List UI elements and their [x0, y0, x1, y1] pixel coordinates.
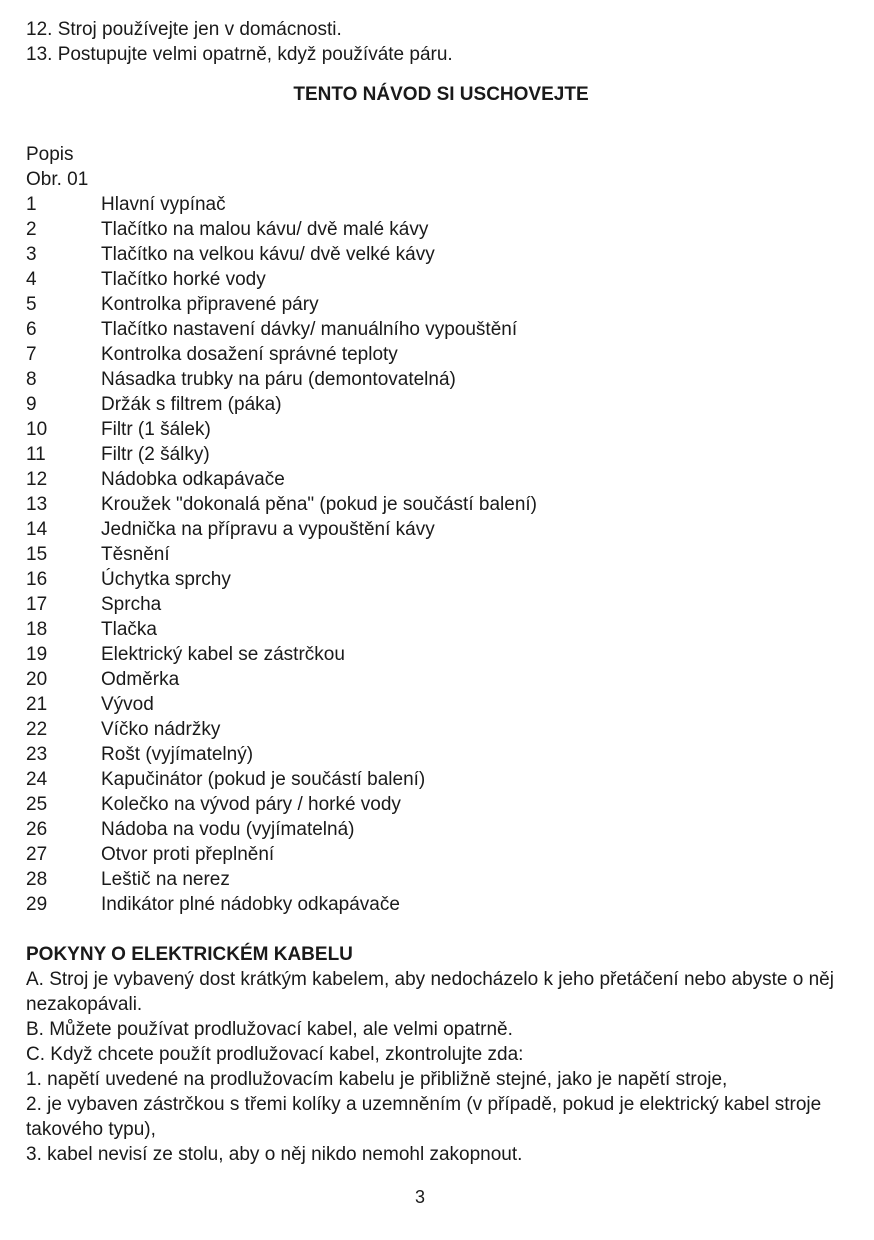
list-item [26, 292, 856, 317]
list-item [26, 867, 856, 892]
part-text: Sprcha [101, 594, 162, 615]
figure-label: Obr. 01 [26, 169, 89, 190]
list-item [26, 767, 856, 792]
cable-paragraph-a: A. Stroj je vybavený dost krátkým kabelem, aby nedocházelo k jeho přetáčení nebo abyste o něj nezakopávali. [26, 969, 834, 1015]
part-number: 20 [26, 669, 48, 690]
list-item [26, 417, 856, 442]
list-item [26, 517, 856, 542]
part-text: Jednička na přípravu a vypouštění kávy [101, 519, 435, 540]
list-item [26, 792, 856, 817]
part-number: 15 [26, 544, 48, 565]
list-item [26, 617, 856, 642]
part-text: Hlavní vypínač [101, 194, 226, 215]
part-number: 12 [26, 469, 48, 490]
list-item [26, 192, 856, 217]
list-item [26, 492, 856, 517]
part-text: Tlačítko na velkou kávu/ dvě velké kávy [101, 244, 435, 265]
list-item [26, 367, 856, 392]
part-text: Nádoba na vodu (vyjímatelná) [101, 819, 355, 840]
part-number: 17 [26, 594, 48, 615]
part-number: 7 [26, 344, 37, 365]
part-text: Víčko nádržky [101, 719, 221, 740]
part-text: Vývod [101, 694, 154, 715]
part-number: 24 [26, 769, 48, 790]
part-text: Tlačítko nastavení dávky/ manuálního vypouštění [101, 319, 518, 340]
manual-page [26, 17, 856, 1167]
part-number: 21 [26, 694, 48, 715]
list-item [26, 242, 856, 267]
part-number: 8 [26, 369, 37, 390]
page-number: 3 [414, 1187, 425, 1207]
part-number: 4 [26, 269, 37, 290]
part-number: 22 [26, 719, 48, 740]
part-text: Kroužek "dokonalá pěna" (pokud je součástí balení) [101, 494, 537, 515]
part-text: Kontrolka připravené páry [101, 294, 319, 315]
part-text: Úchytka sprchy [101, 569, 231, 590]
part-number: 2 [26, 219, 37, 240]
parts-list [26, 192, 856, 917]
description-label: Popis [26, 144, 74, 165]
list-item [26, 667, 856, 692]
part-text: Indikátor plné nádobky odkapávače [101, 894, 400, 915]
list-item [26, 592, 856, 617]
part-text: Nádobka odkapávače [101, 469, 285, 490]
part-number: 1 [26, 194, 37, 215]
list-item [26, 817, 856, 842]
part-number: 3 [26, 244, 37, 265]
part-number: 6 [26, 319, 37, 340]
list-item [26, 342, 856, 367]
list-item [26, 642, 856, 667]
part-text: Kapučinátor (pokud je součástí balení) [101, 769, 426, 790]
part-number: 29 [26, 894, 48, 915]
list-item [26, 892, 856, 917]
list-item [26, 742, 856, 767]
list-item [26, 442, 856, 467]
part-text: Násadka trubky na páru (demontovatelná) [101, 369, 456, 390]
list-item [26, 267, 856, 292]
intro-line-12: 12. Stroj používejte jen v domácnosti. [26, 19, 342, 40]
part-number: 19 [26, 644, 48, 665]
part-number: 23 [26, 744, 48, 765]
part-number: 28 [26, 869, 48, 890]
part-number: 10 [26, 419, 48, 440]
part-number: 27 [26, 844, 48, 865]
part-text: Elektrický kabel se zástrčkou [101, 644, 345, 665]
part-text: Tlačítko na malou kávu/ dvě malé kávy [101, 219, 429, 240]
part-text: Tlačka [101, 619, 157, 640]
list-item [26, 217, 856, 242]
intro-line-13: 13. Postupujte velmi opatrně, když používáte páru. [26, 44, 453, 65]
part-text: Leštič na nerez [101, 869, 230, 890]
part-text: Otvor proti přeplnění [101, 844, 275, 865]
cable-paragraph-b: B. Můžete používat prodlužovací kabel, ale velmi opatrně. [26, 1019, 513, 1040]
part-text: Tlačítko horké vody [101, 269, 266, 290]
cable-check-3: 3. kabel nevisí ze stolu, aby o něj nikdo nemohl zakopnout. [26, 1144, 523, 1165]
part-number: 18 [26, 619, 48, 640]
part-text: Kolečko na vývod páry / horké vody [101, 794, 401, 815]
cable-paragraph-c: C. Když chcete použít prodlužovací kabel, zkontrolujte zda: [26, 1044, 524, 1065]
part-number: 9 [26, 394, 37, 415]
cable-check-1: 1. napětí uvedené na prodlužovacím kabelu je přibližně stejné, jako je napětí stroje, [26, 1069, 728, 1090]
part-number: 11 [26, 444, 46, 465]
part-text: Filtr (1 šálek) [101, 419, 211, 440]
part-number: 13 [26, 494, 48, 515]
part-text: Držák s filtrem (páka) [101, 394, 282, 415]
part-text: Rošt (vyjímatelný) [101, 744, 254, 765]
list-item [26, 692, 856, 717]
part-text: Odměrka [101, 669, 180, 690]
list-item [26, 842, 856, 867]
part-text: Těsnění [101, 544, 170, 565]
list-item [26, 467, 856, 492]
keep-notice-heading: TENTO NÁVOD SI USCHOVEJTE [293, 84, 589, 105]
part-text: Kontrolka dosažení správné teploty [101, 344, 398, 365]
part-number: 25 [26, 794, 48, 815]
list-item [26, 567, 856, 592]
part-number: 14 [26, 519, 48, 540]
list-item [26, 717, 856, 742]
cable-section-title: POKYNY O ELEKTRICKÉM KABELU [26, 944, 353, 965]
cable-check-2: 2. je vybaven zástrčkou s třemi kolíky a uzemněním (v případě, pokud je elektrický kabel stroje takového typu), [26, 1094, 822, 1140]
list-item [26, 317, 856, 342]
list-item [26, 392, 856, 417]
part-number: 26 [26, 819, 48, 840]
part-text: Filtr (2 šálky) [101, 444, 210, 465]
list-item [26, 542, 856, 567]
part-number: 5 [26, 294, 37, 315]
part-number: 16 [26, 569, 48, 590]
